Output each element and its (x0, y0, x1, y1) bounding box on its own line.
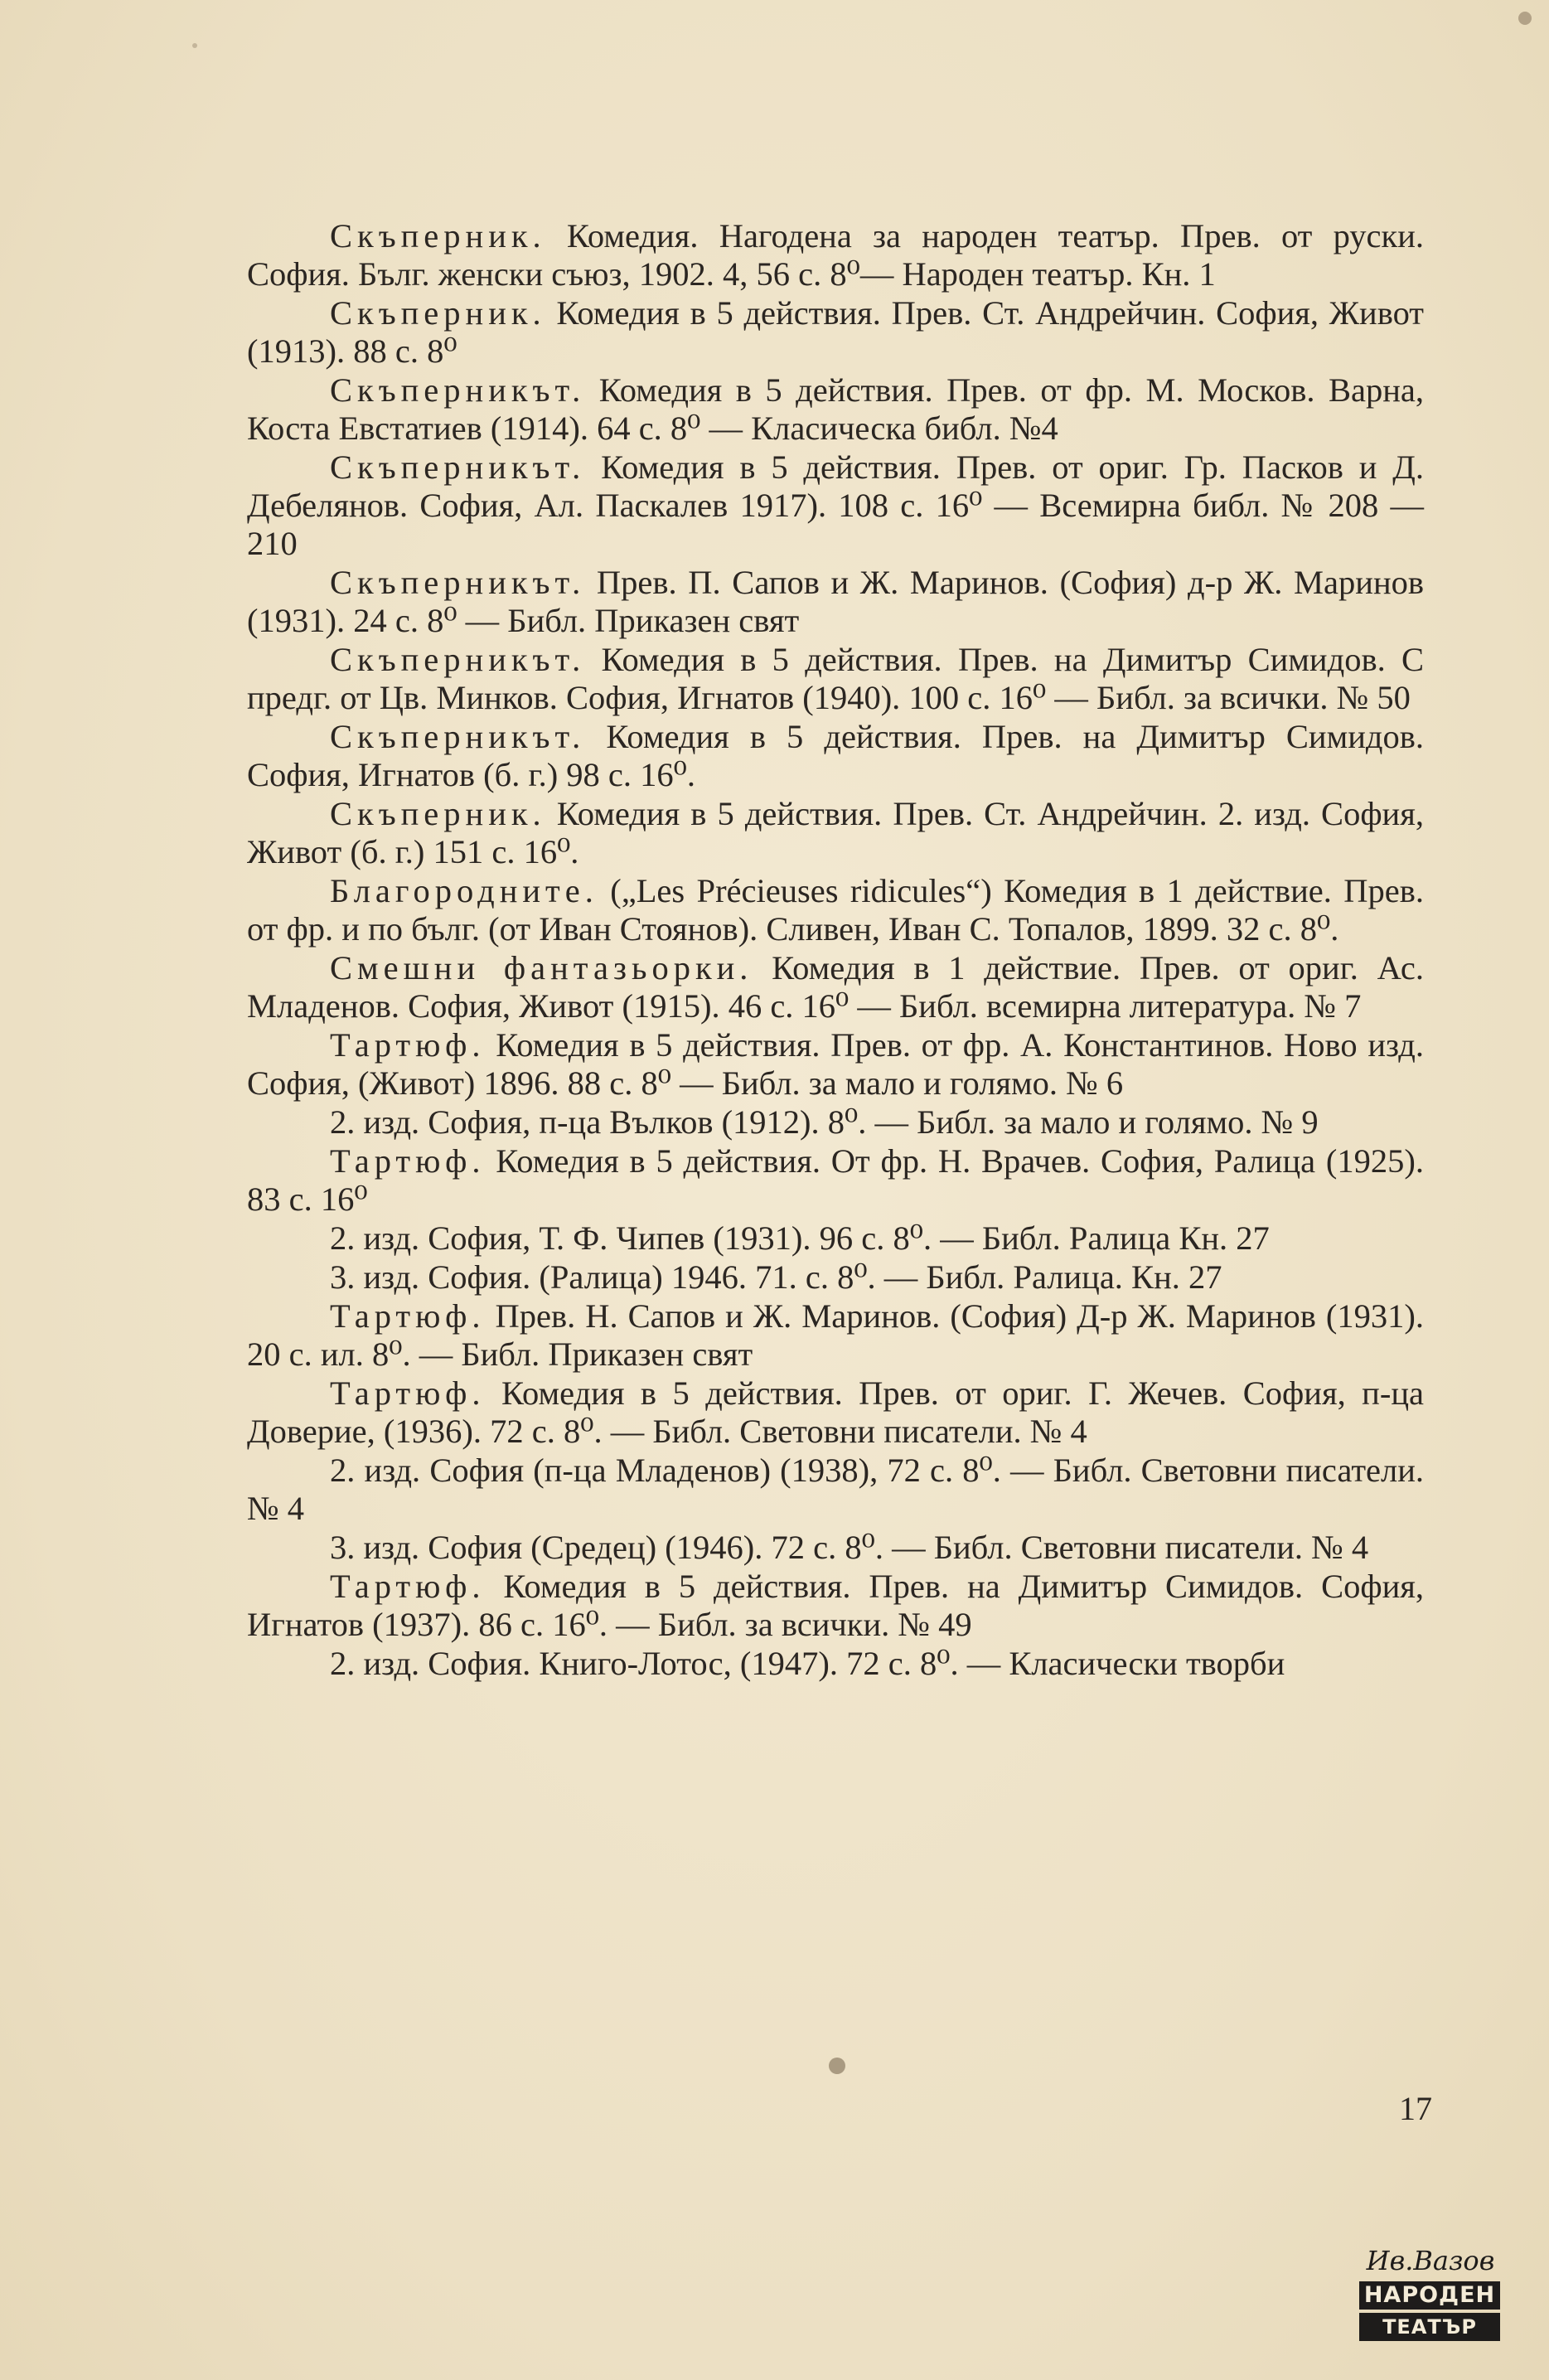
bibliography-entry (247, 1219, 1424, 1258)
entry-details: Комедия в 5 действия. Прев. Ст. Андрейчин. 2. изд. София, Живот (б. г.) 151 с. 16⁰. (247, 795, 1424, 870)
bibliography-entry (247, 294, 1424, 371)
entry-details: Комедия в 5 действия. Прев. на Димитър Симидов. С предг. от Цв. Минков. София, Игнатов (1940). 100 с. 16⁰ — Библ. за всички. № 50 (247, 641, 1424, 716)
entry-details: Прев. Н. Сапов и Ж. Маринов. (София) Д-р Ж. Маринов (1931). 20 с. ил. 8⁰. — Библ. Приказен свят (247, 1297, 1424, 1373)
bibliography-entry (247, 1529, 1424, 1567)
bibliography-entry (247, 1297, 1424, 1374)
entry-title: Скъперникът. (330, 564, 586, 601)
entry-title: Тартюф. (330, 1026, 486, 1064)
entry-details: Комедия. Нагодена за народен театър. Прев. от руски. София. Бълг. женски съюз, 1902. 4, 56 с. 8⁰— Народен театър. Кн. 1 (247, 217, 1424, 293)
bibliography-entry (247, 564, 1424, 640)
bibliography-entry (247, 1142, 1424, 1219)
bibliography-column (247, 217, 1424, 1683)
entry-title: Тартюф. (330, 1142, 486, 1180)
bibliography-entry (247, 872, 1424, 948)
entry-details: 2. изд. София, п-ца Вълков (1912). 8⁰. — Библ. за мало и голямо. № 9 (330, 1103, 1319, 1141)
entry-title: Тартюф. (330, 1297, 486, 1335)
bibliography-entry (247, 641, 1424, 717)
bibliography-entry (247, 1374, 1424, 1451)
entry-details: Прев. П. Сапов и Ж. Маринов. (София) д-р Ж. Маринов (1931). 24 с. 8⁰ — Библ. Приказен свят (247, 564, 1424, 639)
logo-line-2: ТЕАТЪР (1359, 2313, 1500, 2341)
entry-title: Тартюф. (330, 1568, 486, 1605)
paper-spot (192, 43, 197, 48)
bibliography-entry (247, 217, 1424, 293)
bibliography-entry (247, 371, 1424, 448)
entry-title: Скъперник. (330, 795, 546, 832)
entry-details: 2. изд. София, Т. Ф. Чипев (1931). 96 с. 8⁰. — Библ. Ралица Кн. 27 (330, 1219, 1270, 1257)
bibliography-entry (247, 718, 1424, 794)
entry-details: Комедия в 5 действия. Прев. от фр. А. Константинов. Ново изд. София, (Живот) 1896. 88 с. 8⁰ — Библ. за мало и голямо. № 6 (247, 1026, 1424, 1102)
entry-details: Комедия в 5 действия. Прев. от ориг. Г. Жечев. София, п-ца Доверие, (1936). 72 с. 8⁰. — Библ. Световни писатели. № 4 (247, 1374, 1424, 1450)
page-number: 17 (1399, 2090, 1432, 2127)
entry-details: 3. изд. София. (Ралица) 1946. 71. с. 8⁰. — Библ. Ралица. Кн. 27 (330, 1258, 1222, 1296)
entry-details: Комедия в 1 действие. Прев. от ориг. Ас. Младенов. София, Живот (1915). 46 с. 16⁰ — Библ. всемирна литература. № 7 (247, 949, 1424, 1025)
bibliography-entry (247, 1568, 1424, 1644)
entry-details: Комедия в 5 действия. От фр. Н. Врачев. София, Ралица (1925). 83 с. 16⁰ (247, 1142, 1424, 1218)
bibliography-entry (247, 1645, 1424, 1683)
bibliography-entry (247, 795, 1424, 871)
bibliography-entry (247, 949, 1424, 1025)
entry-title: Благородните. (330, 872, 598, 909)
entry-details: 3. изд. София (Средец) (1946). 72 с. 8⁰. — Библ. Световни писатели. № 4 (330, 1529, 1369, 1566)
logo-line-1: НАРОДЕН (1359, 2281, 1500, 2310)
entry-title: Скъперникът. (330, 718, 586, 755)
paper-spot (829, 2058, 845, 2074)
bibliography-entry (247, 1258, 1424, 1297)
entry-details: Комедия в 5 действия. Прев. от ориг. Гр. Пасков и Д. Дебелянов. София, Ал. Паскалев 1917). 108 с. 16⁰ — Всемирна библ. № 208 — 210 (247, 448, 1424, 562)
entry-details: Комедия в 5 действия. Прев. Ст. Андрейчин. София, Живот (1913). 88 с. 8⁰ (247, 294, 1424, 370)
entry-title: Скъперник. (330, 294, 546, 332)
entry-title: Скъперник. (330, 217, 546, 254)
entry-title: Скъперникът. (330, 448, 586, 486)
bibliography-entry (247, 1103, 1424, 1142)
entry-title: Тартюф. (330, 1374, 486, 1412)
entry-title: Скъперникът. (330, 371, 586, 409)
entry-details: Комедия в 5 действия. Прев. от фр. М. Москов. Варна, Коста Евстатиев (1914). 64 с. 8⁰ — Класическа библ. №4 (247, 371, 1424, 447)
paper-spot (1518, 12, 1532, 25)
entry-details: 2. изд. София (п-ца Младенов) (1938), 72 с. 8⁰. — Библ. Световни писатели. № 4 (247, 1452, 1424, 1527)
bibliography-entry (247, 1452, 1424, 1528)
entry-details: („Les Précieuses ridicules“) Комедия в 1 действие. Прев. от фр. и по бълг. (от Иван Стоянов). Сливен, Иван С. Топалов, 1899. 32 с. 8⁰. (247, 872, 1424, 948)
entry-details: Комедия в 5 действия. Прев. на Димитър Симидов. София, Игнатов (б. г.) 98 с. 16⁰. (247, 718, 1424, 793)
bibliography-entry (247, 1026, 1424, 1103)
entry-title: Смешни фантазьорки. (330, 949, 753, 986)
entry-details: Комедия в 5 действия. Прев. на Димитър Симидов. София, Игнатов (1937). 86 с. 16⁰. — Библ. за всички. № 49 (247, 1568, 1424, 1643)
entry-title: Скъперникът. (330, 641, 586, 678)
entry-details: 2. изд. София. Книго-Лотос, (1947). 72 с. 8⁰. — Класически творби (330, 1645, 1285, 1682)
bibliography-entry (247, 448, 1424, 563)
theatre-logo (1359, 2245, 1500, 2344)
logo-script-text: Ив.Вазов (1366, 2245, 1495, 2276)
